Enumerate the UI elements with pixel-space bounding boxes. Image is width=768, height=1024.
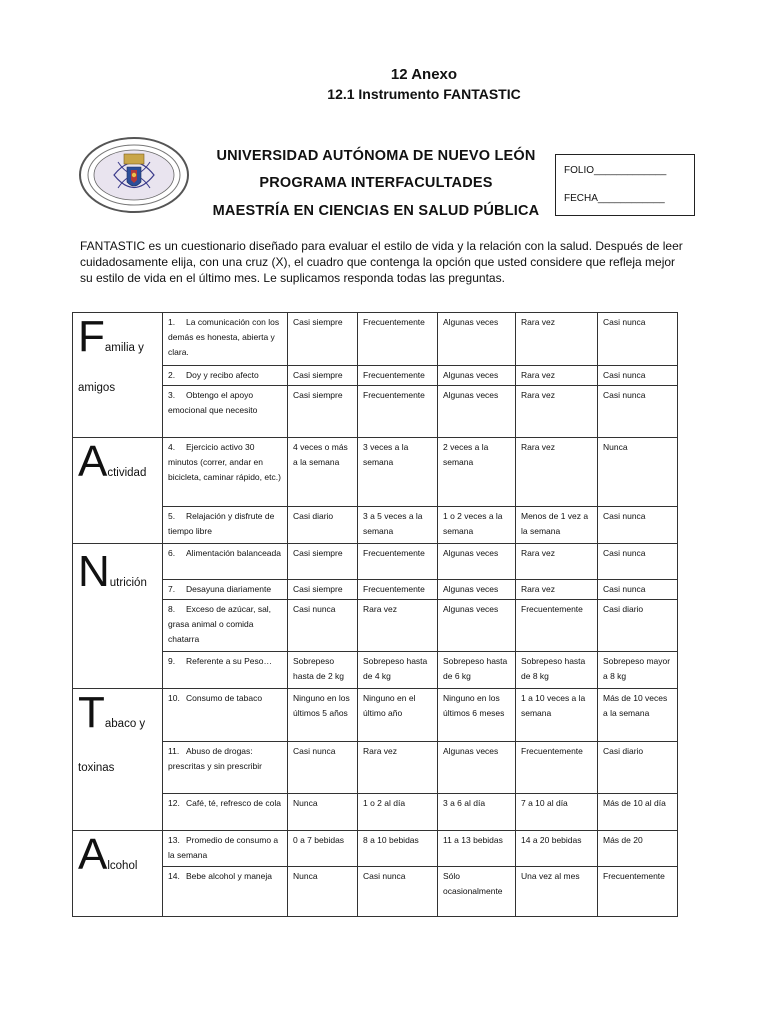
option-cell[interactable]: Casi nunca (598, 386, 678, 438)
option-cell[interactable]: Casi nunca (288, 600, 358, 652)
option-cell[interactable]: Sobrepeso mayor a 8 kg (598, 652, 678, 689)
category-label: ctividad (107, 467, 147, 479)
category-label-extra: amigos (78, 382, 116, 394)
option-cell[interactable]: Casi nunca (598, 544, 678, 580)
option-cell[interactable]: Casi nunca (358, 867, 438, 917)
option-cell[interactable]: 3 a 6 al día (438, 794, 516, 831)
question-cell: 5. Relajación y disfrute de tiempo libre (163, 507, 288, 544)
table-row (73, 507, 678, 544)
option-cell[interactable]: Frecuentemente (358, 544, 438, 580)
option-cell[interactable]: 1 o 2 al día (358, 794, 438, 831)
option-cell[interactable]: Frecuentemente (516, 600, 598, 652)
table-row (73, 794, 678, 831)
option-cell[interactable]: 0 a 7 bebidas (288, 831, 358, 867)
table-row (73, 438, 678, 507)
category-letter: A (78, 437, 108, 486)
option-cell[interactable]: Casi nunca (598, 507, 678, 544)
program-name: PROGRAMA INTERFACULTADES (259, 175, 493, 191)
option-cell[interactable]: 1 a 10 veces a la semana (516, 689, 598, 742)
option-cell[interactable]: Rara vez (516, 313, 598, 366)
category-alcohol (73, 831, 163, 917)
option-cell[interactable]: Algunas veces (438, 386, 516, 438)
category-label: abaco y (104, 718, 146, 730)
option-cell[interactable]: Nunca (288, 867, 358, 917)
university-seal-icon (78, 136, 190, 214)
category-label: utrición (109, 577, 147, 589)
option-cell[interactable]: Más de 10 al día (598, 794, 678, 831)
option-cell[interactable]: Frecuentemente (358, 580, 438, 600)
option-cell[interactable]: Rara vez (358, 742, 438, 794)
option-cell[interactable]: Casi diario (598, 742, 678, 794)
question-cell: 7. Desayuna diariamente (163, 580, 288, 600)
option-cell[interactable]: Nunca (288, 794, 358, 831)
option-cell[interactable]: Casi siempre (288, 313, 358, 366)
option-cell[interactable]: Rara vez (516, 580, 598, 600)
table-row (73, 544, 678, 580)
university-name: UNIVERSIDAD AUTÓNOMA DE NUEVO LEÓN (216, 148, 536, 164)
option-cell[interactable]: Nunca (598, 438, 678, 507)
option-cell[interactable]: Casi siempre (288, 580, 358, 600)
option-cell[interactable]: Frecuentemente (358, 386, 438, 438)
option-cell[interactable]: 3 a 5 veces a la semana (358, 507, 438, 544)
option-cell[interactable]: Casi diario (288, 507, 358, 544)
question-cell: 12. Café, té, refresco de cola (163, 794, 288, 831)
option-cell[interactable]: Ninguno en el último año (358, 689, 438, 742)
option-cell[interactable]: 11 a 13 bebidas (438, 831, 516, 867)
question-cell: 9. Referente a su Peso… (163, 652, 288, 689)
option-cell[interactable]: Sobrepeso hasta de 6 kg (438, 652, 516, 689)
question-cell: 13. Promedio de consumo a la semana (163, 831, 288, 867)
question-cell: 6. Alimentación balanceada (163, 544, 288, 580)
option-cell[interactable]: 14 a 20 bebidas (516, 831, 598, 867)
option-cell[interactable]: Casi siempre (288, 544, 358, 580)
option-cell[interactable]: Rara vez (358, 600, 438, 652)
folio-field[interactable]: FOLIO_____________ (564, 165, 667, 176)
option-cell[interactable]: Frecuentemente (358, 313, 438, 366)
question-cell: 3. Obtengo el apoyo emocional que necesito (163, 386, 288, 438)
table-row (73, 386, 678, 438)
question-cell: 11. Abuso de drogas: prescritas y sin prescribir (163, 742, 288, 794)
option-cell[interactable]: Menos de 1 vez a la semana (516, 507, 598, 544)
fantastic-questionnaire-table (72, 312, 678, 917)
option-cell[interactable]: Más de 20 (598, 831, 678, 867)
option-cell[interactable]: Sobrepeso hasta de 8 kg (516, 652, 598, 689)
option-cell[interactable]: Una vez al mes (516, 867, 598, 917)
question-cell: 2. Doy y recibo afecto (163, 366, 288, 386)
table-row (73, 867, 678, 917)
instructions-paragraph: FANTASTIC es un cuestionario diseñado para evaluar el estilo de vida y la relación con la salud. Después de leer cuidadosamente elija, con una cruz (X), el cuadro que contenga la opción que usted considere que refleja mejor su estilo de vida en el último mes. Le suplicamos responda todas las preguntas. (80, 239, 683, 285)
question-cell: 10. Consumo de tabaco (163, 689, 288, 742)
category-tabaco (73, 689, 163, 831)
category-letter: T (78, 688, 105, 737)
option-cell[interactable]: Rara vez (516, 544, 598, 580)
option-cell[interactable]: Algunas veces (438, 544, 516, 580)
category-letter: F (78, 312, 105, 361)
annex-title: 12 Anexo (390, 66, 458, 83)
option-cell[interactable]: Frecuentemente (516, 742, 598, 794)
table-row (73, 742, 678, 794)
option-cell[interactable]: Algunas veces (438, 366, 516, 386)
option-cell[interactable]: Rara vez (516, 386, 598, 438)
option-cell[interactable]: Rara vez (516, 366, 598, 386)
option-cell[interactable]: 1 o 2 veces a la semana (438, 507, 516, 544)
option-cell[interactable]: Rara vez (516, 438, 598, 507)
option-cell[interactable]: 4 veces o más a la semana (288, 438, 358, 507)
option-cell[interactable]: Casi siempre (288, 366, 358, 386)
category-actividad (73, 438, 163, 544)
option-cell[interactable]: Sólo ocasionalmente (438, 867, 516, 917)
option-cell[interactable]: Sobrepeso hasta de 2 kg (288, 652, 358, 689)
option-cell[interactable]: Algunas veces (438, 600, 516, 652)
folio-date-box (555, 154, 695, 216)
table-row (73, 831, 678, 867)
option-cell[interactable]: Casi siempre (288, 386, 358, 438)
question-cell: 14. Bebe alcohol y maneja (163, 867, 288, 917)
question-cell: 8. Exceso de azúcar, sal, grasa animal o comida chatarra (163, 600, 288, 652)
degree-name: MAESTRÍA EN CIENCIAS EN SALUD PÚBLICA (212, 203, 540, 219)
category-letter: A (78, 830, 108, 879)
option-cell[interactable]: 8 a 10 bebidas (358, 831, 438, 867)
table-row (73, 313, 678, 366)
question-cell: 1. La comunicación con los demás es honesta, abierta y clara. (163, 313, 288, 366)
table-row (73, 600, 678, 652)
option-cell[interactable]: Ninguno en los últimos 6 meses (438, 689, 516, 742)
option-cell[interactable]: 3 veces a la semana (358, 438, 438, 507)
category-label: lcohol (107, 860, 138, 872)
table-row (73, 580, 678, 600)
option-cell[interactable]: Ninguno en los últimos 5 años (288, 689, 358, 742)
option-cell[interactable]: Casi nunca (598, 580, 678, 600)
table-row (73, 689, 678, 742)
option-cell[interactable]: Algunas veces (438, 313, 516, 366)
option-cell[interactable]: Frecuentemente (598, 867, 678, 917)
option-cell[interactable]: Algunas veces (438, 742, 516, 794)
date-field[interactable]: FECHA____________ (564, 193, 665, 204)
category-label: amilia y (104, 342, 144, 354)
option-cell[interactable]: Algunas veces (438, 580, 516, 600)
option-cell[interactable]: Casi diario (598, 600, 678, 652)
table-row (73, 366, 678, 386)
option-cell[interactable]: Casi nunca (288, 742, 358, 794)
question-cell: 4. Ejercicio activo 30 minutos (correr, andar en bicicleta, caminar rápido, etc.) (163, 438, 288, 507)
option-cell[interactable]: 2 veces a la semana (438, 438, 516, 507)
category-letter: N (78, 547, 110, 596)
table-row (73, 652, 678, 689)
option-cell[interactable]: Casi nunca (598, 313, 678, 366)
category-nutricion (73, 544, 163, 689)
option-cell[interactable]: Frecuentemente (358, 366, 438, 386)
option-cell[interactable]: Casi nunca (598, 366, 678, 386)
category-familia (73, 313, 163, 438)
instrument-title: 12.1 Instrumento FANTASTIC (327, 86, 521, 102)
category-label-extra: toxinas (78, 762, 115, 774)
option-cell[interactable]: 7 a 10 al día (516, 794, 598, 831)
option-cell[interactable]: Sobrepeso hasta de 4 kg (358, 652, 438, 689)
option-cell[interactable]: Más de 10 veces a la semana (598, 689, 678, 742)
